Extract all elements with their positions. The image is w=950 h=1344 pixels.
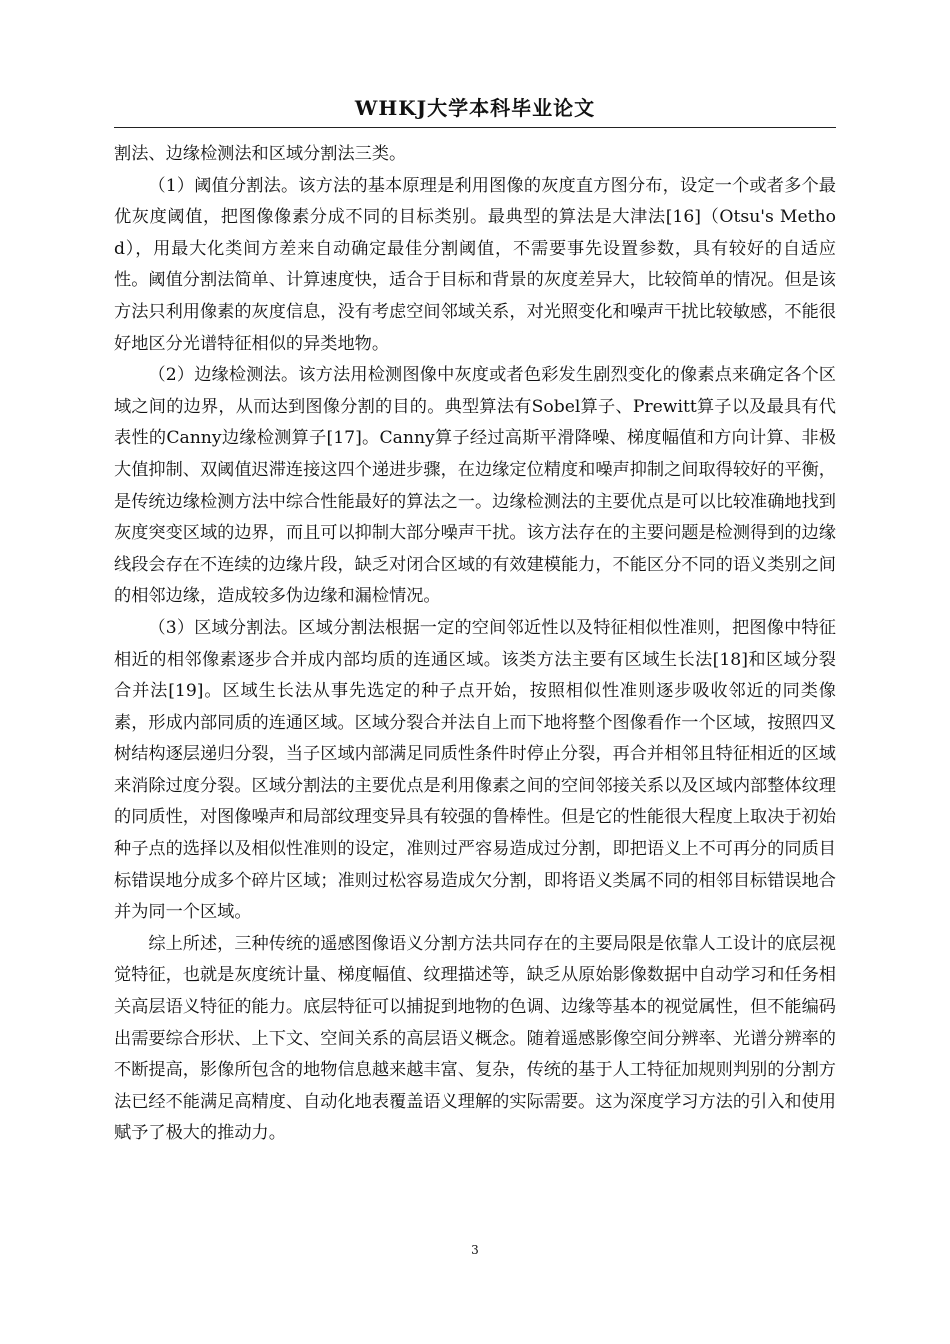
paragraph-edge-detection: （2）边缘检测法。该方法用检测图像中灰度或者色彩发生剧烈变化的像素点来确定各个区域之间的边界，从而达到图像分割的目的。典型算法有Sobel算子、Prewitt算子以及最具有代表性的Canny边缘检测算子[17]。Canny算子经过高斯平滑降噪、梯度幅值和方向计算、非极大值抑制、双阈值迟滞连接这四个递进步骤，在边缘定位精度和噪声抑制之间取得较好的平衡，是传统边缘检测方法中综合性能最好的算法之一。边缘检测法的主要优点是可以比较准确地找到灰度突变区域的边界，而且可以抑制大部分噪声干扰。该方法存在的主要问题是检测得到的边缘线段会存在不连续的边缘片段，缺乏对闭合区域的有效建模能力，不能区分不同的语义类别之间的相邻边缘，造成较多伪边缘和漏检情况。: [114, 365, 836, 607]
paragraph-summary: 综上所述，三种传统的遥感图像语义分割方法共同存在的主要局限是依靠人工设计的底层视觉特征，也就是灰度统计量、梯度幅值、纹理描述等，缺乏从原始影像数据中自动学习和任务相关高层语义特征的能力。底层特征可以捕捉到地物的色调、边缘等基本的视觉属性，但不能编码出需要综合形状、上下文、空间关系的高层语义概念。随着遥感影像空间分辨率、光谱分辨率的不断提高，影像所包含的地物信息越来越丰富、复杂，传统的基于人工特征加规则判别的分割方法已经不能满足高精度、自动化地表覆盖语义理解的实际需要。这为深度学习方法的引入和使用赋予了极大的推动力。: [114, 933, 836, 1144]
paragraph-continuation: 割法、边缘检测法和区域分割法三类。: [114, 144, 407, 164]
header-divider: [114, 127, 836, 128]
page-number: 3: [471, 1243, 479, 1257]
body-text: [114, 139, 836, 1150]
paragraph-threshold-segmentation: （1）阈值分割法。该方法的基本原理是利用图像的灰度直方图分布，设定一个或者多个最优灰度阈值，把图像像素分成不同的目标类别。最典型的算法是大津法[16]（Otsu's Method），用最大化类间方差来自动确定最佳分割阈值，不需要事先设置参数，具有较好的自适应性。阈值分割法简单、计算速度快，适合于目标和背景的灰度差异大，比较简单的情况。但是该方法只利用像素的灰度信息，没有考虑空间邻域关系，对光照变化和噪声干扰比较敏感，不能很好地区分光谱特征相似的异类地物。: [114, 175, 836, 354]
paragraph-region-segmentation: （3）区域分割法。区域分割法根据一定的空间邻近性以及特征相似性准则，把图像中特征相近的相邻像素逐步合并成内部均质的连通区域。该类方法主要有区域生长法[18]和区域分裂合并法[19]。区域生长法从事先选定的种子点开始，按照相似性准则逐步吸收邻近的同类像素，形成内部同质的连通区域。区域分裂合并法自上而下地将整个图像看作一个区域，按照四叉树结构逐层递归分裂，当子区域内部满足同质性条件时停止分裂，再合并相邻且特征相近的区域来消除过度分裂。区域分割法的主要优点是利用像素之间的空间邻接关系以及区域内部整体纹理的同质性，对图像噪声和局部纹理变异具有较强的鲁棒性。但是它的性能很大程度上取决于初始种子点的选择以及相似性准则的设定，准则过严容易造成过分割，即把语义上不可再分的同质目标错误地分成多个碎片区域；准则过松容易造成欠分割，即将语义类属不同的相邻目标错误地合并为同一个区域。: [114, 617, 836, 923]
page-header-title: WHKJ大学本科毕业论文: [354, 96, 596, 120]
